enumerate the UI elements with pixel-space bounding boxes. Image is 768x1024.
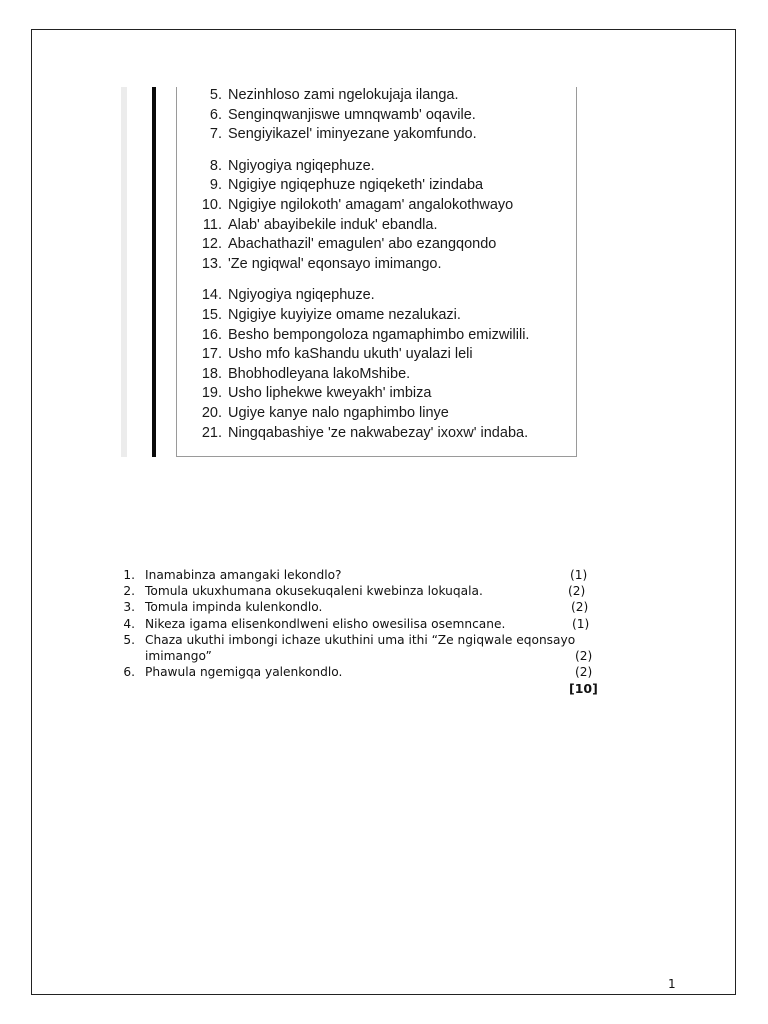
question-text: Tomula impinda kulenkondlo. xyxy=(145,600,323,615)
poem-line xyxy=(195,345,473,363)
page-number: 1 xyxy=(668,977,676,991)
poem-line xyxy=(195,125,477,143)
frame-line-bottom xyxy=(176,456,577,457)
poem-line-text: Ningqabashiye 'ze nakwabezay' ixoxw' indaba. xyxy=(228,424,529,441)
poem-line-number: 9. xyxy=(209,177,222,194)
poem-line xyxy=(195,86,459,104)
poem-line-number: 7. xyxy=(209,126,222,143)
question-text: Phawula ngemigqa yalenkondlo. xyxy=(145,665,343,680)
vertical-black-rule xyxy=(152,87,156,457)
question-number: 1. xyxy=(123,568,135,582)
question-text: Nikeza igama elisenkondlweni elisho owesilisa osemncane. xyxy=(145,616,506,631)
question-text: Inamabinza amangaki lekondlo? xyxy=(145,568,342,582)
poem-line-number: 6. xyxy=(209,106,222,123)
question-row xyxy=(119,664,599,680)
poem-line-text: Ngiyogiya ngiqephuze. xyxy=(228,287,375,304)
poem-line-text: Sengiyikazel' iminyezane yakomfundo. xyxy=(228,126,477,143)
question-marks: (2) xyxy=(571,600,589,615)
image-shade-edge xyxy=(121,87,127,457)
poem-line-text: Ngigiye kuyiyize omame nezalukazi. xyxy=(228,307,461,323)
poem-line-text: Senginqwanjiswe umnqwamb' oqavile. xyxy=(228,106,476,123)
poem-line-text: Alab' abayibekile induk' ebandla. xyxy=(228,216,438,233)
poem-line-number: 14. xyxy=(201,287,222,304)
poem-line-number: 20. xyxy=(201,405,222,421)
question-text: Chaza ukuthi imbongi ichaze ukuthini uma ithi “Ze ngiqwale eqonsayo xyxy=(145,632,576,647)
question-marks: (1) xyxy=(570,568,588,582)
poem-line-number: 12. xyxy=(201,236,222,253)
poem-line-number: 13. xyxy=(201,255,222,272)
poem-line-number: 18. xyxy=(201,365,222,382)
question-marks: (2) xyxy=(575,665,593,680)
poem-line-number: 16. xyxy=(201,326,222,343)
question-row-continuation xyxy=(119,648,599,664)
poem-line-number: 17. xyxy=(201,346,222,363)
poem-excerpt-image xyxy=(121,87,579,457)
poem-line-text: Nezinhloso zami ngelokujaja ilanga. xyxy=(228,87,459,103)
poem-line xyxy=(195,255,442,273)
poem-line-text: Usho liphekwe kweyakh' imbiza xyxy=(228,385,432,402)
poem-line-text: Ngiyogiya ngiqephuze. xyxy=(228,157,375,174)
poem-line xyxy=(195,286,375,304)
poem-line xyxy=(195,384,431,402)
question-row xyxy=(119,616,599,632)
poem-line xyxy=(195,424,528,442)
question-marks: (2) xyxy=(575,648,593,663)
poem-line-text: Ugiye kanye nalo ngaphimbo linye xyxy=(228,405,449,421)
poem-line-text: 'Ze ngiqwal' eqonsayo imimango. xyxy=(228,255,442,272)
poem-line xyxy=(195,306,461,324)
poem-line xyxy=(195,365,410,383)
question-text: imimango” xyxy=(145,648,212,663)
frame-line-left xyxy=(176,87,177,457)
question-list xyxy=(119,567,599,680)
question-number: 2. xyxy=(123,584,135,599)
poem-line-number: 11. xyxy=(202,216,222,233)
question-row xyxy=(119,567,599,583)
poem-line xyxy=(195,157,375,175)
question-marks: (1) xyxy=(572,616,590,631)
poem-line-number: 19. xyxy=(201,385,222,402)
question-row xyxy=(119,599,599,615)
question-number: 6. xyxy=(123,665,135,680)
poem-line xyxy=(195,235,496,253)
poem-line xyxy=(195,404,449,422)
poem-line-text: Abachathazil' emagulen' abo ezangqondo xyxy=(228,236,497,253)
question-number: 3. xyxy=(123,600,135,615)
poem-line-text: Bhobhodleyana lakoMshibe. xyxy=(228,365,411,382)
poem-line-text: Ngigiye ngiqephuze ngiqeketh' izindaba xyxy=(228,177,484,194)
question-number: 4. xyxy=(123,616,135,631)
poem-line-number: 21. xyxy=(201,424,222,441)
question-row xyxy=(119,583,599,599)
poem-line xyxy=(195,326,529,344)
poem-line-number: 5. xyxy=(209,87,222,103)
frame-line-right xyxy=(576,87,577,457)
poem-line-number: 15. xyxy=(201,307,222,323)
poem-line xyxy=(195,196,513,214)
poem-line-number: 8. xyxy=(209,157,222,174)
total-marks: [10] xyxy=(569,681,598,696)
question-marks: (2) xyxy=(568,584,586,599)
poem-line-text: Usho mfo kaShandu ukuth' uyalazi leli xyxy=(228,346,473,363)
question-text: Tomula ukuxhumana okusekuqaleni kwebinza lokuqala. xyxy=(145,584,483,599)
poem-line-text: Ngigiye ngilokoth' amagam' angalokothwayo xyxy=(228,197,514,213)
poem-line xyxy=(195,176,483,194)
poem-line xyxy=(195,106,476,124)
poem-line-text: Besho bempongoloza ngamaphimbo emizwilili. xyxy=(228,326,530,343)
question-number: 5. xyxy=(123,632,135,647)
poem-line xyxy=(195,216,438,234)
question-row xyxy=(119,632,599,648)
poem-line-number: 10. xyxy=(201,197,222,213)
